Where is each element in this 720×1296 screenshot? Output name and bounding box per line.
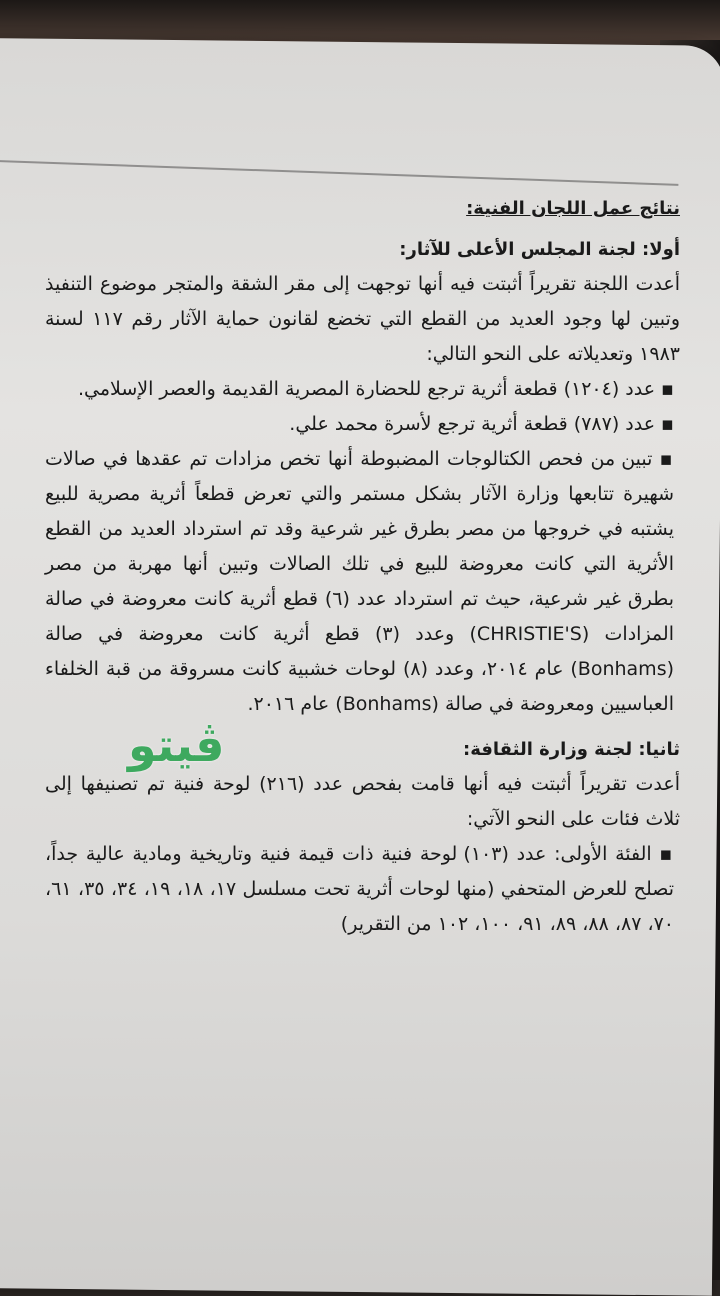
document-body: [45, 185, 680, 942]
committee2-bullet: ▪ الفئة الأولى: عدد (١٠٣) لوحة فنية ذات قيمة فنية وتاريخية ومادية عالية جداً، تصلح للعرض المتحفي (منها لوحات أثرية تحت مسلسل ١٧، ١٨، ١٩، ٣٤، ٣٥، ٦١، ٧٠، ٨٧، ٨٨، ٨٩، ٩١، ١٠٠، ١٠٢ من التقرير): [45, 837, 680, 942]
watermark-logo: ڤيتو: [128, 718, 225, 772]
committee1-bullet: ▪ عدد (١٢٠٤) قطعة أثرية ترجع للحضارة المصرية القديمة والعصر الإسلامي.: [45, 372, 680, 407]
committee2-intro: أعدت تقريراً أثبتت فيه أنها قامت بفحص عدد (٢١٦) لوحة فنية تم تصنيفها إلى ثلاث فئات على النحو الآتي:: [45, 773, 680, 830]
committee1-bullet: ▪ تبين من فحص الكتالوجات المضبوطة أنها تخص مزادات تم عقدها في صالات شهيرة تتابعها وزارة الآثار بشكل مستمر والتي تعرض قطعاً أثرية مصرية للبيع يشتبه في خروجها من مصر بطرق غير شرعية وقد تم استرداد العديد من القطع الأثرية التي كانت معروضة للبيع في تلك الصالات وتبين أنها مهربة من مصر بطرق غير شرعية، حيث تم استرداد عدد (٦) قطع أثرية كانت معروضة في صالة المزادات (CHRISTIE'S) وعدد (٣) قطع أثرية كانت معروضة في صالة (Bonhams) عام ٢٠١٤، وعدد (٨) لوحات خشبية كانت مسروقة من قبة الخلفاء العباسيين ومعروضة في صالة (Bonhams) عام ٢٠١٦.: [45, 442, 680, 722]
committee2-title: ثانيا: لجنة وزارة الثقافة:: [463, 739, 680, 760]
paper-fold-line: [0, 159, 678, 185]
committee1-title: أولا: لجنة المجلس الأعلى للآثار:: [399, 239, 680, 260]
committee1-intro: أعدت اللجنة تقريراً أثبتت فيه أنها توجهت إلى مقر الشقة والمتجر موضوع التنفيذ وتبين لها وجود العديد من القطع التي تخضع لقانون حماية الآثار رقم ١١٧ لسنة ١٩٨٣ وتعديلاته على النحو التالي:: [45, 273, 680, 365]
committee1-bullet: ▪ عدد (٧٨٧) قطعة أثرية ترجع لأسرة محمد علي.: [45, 407, 680, 442]
section-title: نتائج عمل اللجان الفنية:: [466, 198, 680, 219]
